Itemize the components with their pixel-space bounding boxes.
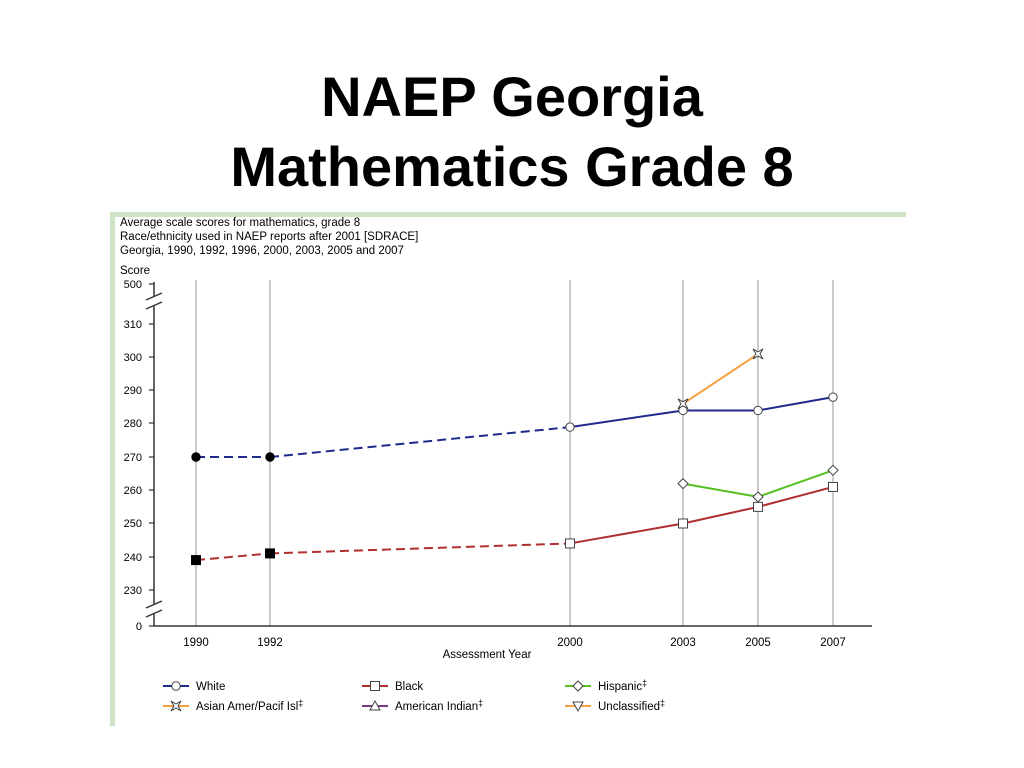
series-black-point-1992: [266, 549, 275, 558]
series-hispanic-point-2007: [828, 465, 838, 475]
series-black-point-2003: [679, 519, 688, 528]
x-tick-label-2007: 2007: [820, 637, 846, 649]
legend-label-unclassified: Unclassified‡: [598, 698, 666, 713]
y-tick-label-260: 260: [123, 485, 142, 497]
series-white-point-2007: [829, 393, 837, 401]
legend-item-black: [362, 681, 423, 693]
series-black-segment-1992-2000: [270, 543, 570, 553]
title-line-2: Mathematics Grade 8: [230, 135, 794, 198]
legend-marker-white: [172, 682, 180, 690]
series-white-segment-2005-2007: [758, 397, 833, 410]
legend-footnote-asian-amer-pacif-isl: ‡: [298, 698, 304, 708]
legend-label-black: Black: [395, 681, 424, 693]
y-tick-label-280: 280: [123, 418, 142, 430]
legend-footnote-american-indian: ‡: [478, 698, 484, 708]
chart-header-line-3: Georgia, 1990, 1992, 1996, 2000, 2003, 2005 and 2007: [120, 245, 404, 257]
series-white-point-1992: [266, 453, 274, 461]
x-axis-label: Assessment Year: [442, 649, 532, 661]
series-hispanic-point-2003: [678, 479, 688, 489]
series-asian-amer-pacif-isl-segment-2003-2005: [683, 354, 758, 404]
y-axis-label: Score: [120, 265, 151, 277]
title-line-1: NAEP Georgia: [321, 65, 703, 128]
x-tick-label-1992: 1992: [257, 637, 283, 649]
x-tick-label-1990: 1990: [183, 637, 209, 649]
legend-item-white: [163, 681, 225, 693]
y-tick-label-250: 250: [123, 518, 142, 530]
legend-marker-hispanic: [573, 681, 583, 691]
legend-marker-black: [371, 682, 380, 691]
series-hispanic-segment-2005-2007: [758, 470, 833, 497]
y-tick-label-0: 0: [135, 621, 142, 633]
y-tick-label-310: 310: [123, 319, 142, 331]
series-white-point-2000: [566, 423, 574, 431]
series-white-segment-2000-2003: [570, 410, 683, 427]
legend-label-american-indian: American Indian‡: [395, 698, 484, 713]
y-tick-label-300: 300: [123, 352, 142, 364]
series-black-point-1990: [192, 556, 201, 565]
series-black-segment-2003-2005: [683, 507, 758, 524]
legend-label-hispanic: Hispanic‡: [598, 678, 648, 693]
series-hispanic-point-2005: [753, 492, 763, 502]
series-black-point-2000: [566, 539, 575, 548]
series-black-segment-2005-2007: [758, 487, 833, 507]
x-tick-label-2003: 2003: [670, 637, 696, 649]
series-white-point-1990: [192, 453, 200, 461]
series-white-segment-1992-2000: [270, 427, 570, 457]
legend-footnote-unclassified: ‡: [660, 698, 666, 708]
series-asian-amer-pacif-isl: [678, 349, 763, 409]
series-black-point-2007: [829, 482, 838, 491]
legend-item-asian-amer-pacif-isl: [163, 698, 303, 713]
series-hispanic-segment-2003-2005: [683, 484, 758, 497]
series-black-segment-2000-2003: [570, 524, 683, 544]
legend-item-hispanic: [565, 678, 647, 693]
series-black-point-2005: [754, 502, 763, 511]
legend-item-unclassified: [565, 698, 665, 713]
x-tick-label-2005: 2005: [745, 637, 771, 649]
legend-item-american-indian: [362, 698, 483, 713]
chart-header-line-1: Average scale scores for mathematics, grade 8: [120, 217, 361, 229]
y-tick-label-240: 240: [123, 552, 142, 564]
chart-header-line-2: Race/ethnicity used in NAEP reports after 2001 [SDRACE]: [120, 231, 419, 243]
y-tick-label-270: 270: [123, 452, 142, 464]
x-tick-label-2000: 2000: [557, 637, 583, 649]
series-black-segment-1990-1992: [196, 553, 270, 560]
series-white: [192, 393, 837, 461]
legend-label-asian-amer-pacif-isl: Asian Amer/Pacif Isl‡: [196, 698, 304, 713]
y-tick-label-500: 500: [123, 279, 142, 291]
series-white-point-2005: [754, 406, 762, 414]
y-tick-label-230: 230: [123, 585, 142, 597]
legend-label-white: White: [196, 681, 226, 693]
legend-footnote-hispanic: ‡: [642, 678, 648, 688]
y-tick-label-290: 290: [123, 385, 142, 397]
